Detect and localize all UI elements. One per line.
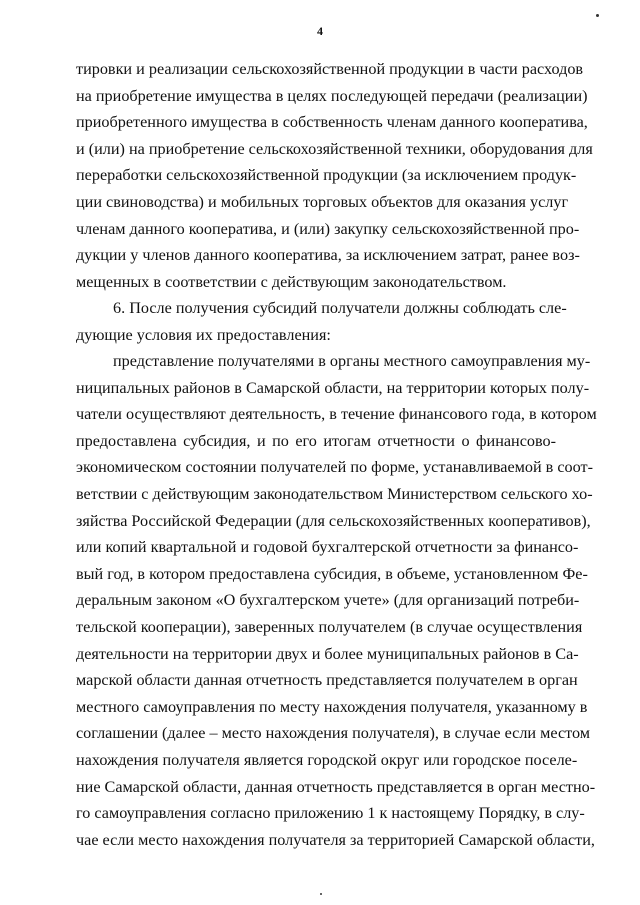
text-line: деральным законом «О бухгалтерском учете» (для организаций потреби- [76, 591, 580, 610]
paragraph-conditions [76, 348, 597, 853]
text-line: местного самоуправления по месту нахождения получателя, указанному в [76, 697, 588, 716]
paragraph-item-6 [76, 295, 567, 348]
text-line: ветствии с действующим законодательством Министерством сельского хо- [76, 484, 593, 503]
text-line: 6. После получения субсидий получатели должны соблюдать сле- [113, 299, 567, 317]
text-line: соглашении (далее – место нахождения получателя), в случае если местом [76, 724, 591, 743]
text-line: и (или) на приобретение сельскохозяйственной техники, оборудования для [76, 139, 593, 158]
text-line: зяйства Российской Федерации (для сельскохозяйственных кооперативов), [76, 511, 591, 530]
text-line: предоставлена субсидия, и по его итогам отчетности о финансово- [76, 431, 556, 450]
paragraph-continuation [76, 56, 593, 295]
text-line: приобретенного имущества в собственность членам данного кооператива, [76, 113, 588, 132]
page-number: 4 [317, 24, 323, 38]
text-line: чае если место нахождения получателя за территорией Самарской области, [76, 830, 595, 849]
text-line: членам данного кооператива, и (или) закупку сельскохозяйственной про- [76, 219, 580, 238]
scan-speck [596, 14, 599, 17]
text-line: ции свиноводства) и мобильных торговых объектов для оказания услуг [76, 192, 569, 211]
text-line: ние Самарской области, данная отчетность представляется в орган местно- [76, 777, 596, 796]
text-line: тировки и реализации сельскохозяйственной продукции в части расходов [76, 60, 584, 78]
text-line: дующие условия их предоставления: [76, 325, 331, 344]
text-line: дукции у членов данного кооператива, за исключением затрат, ранее воз- [76, 246, 580, 265]
text-line: го самоуправления согласно приложению 1 к настоящему Порядку, в слу- [76, 804, 585, 823]
scan-speck [320, 893, 322, 895]
text-line: вый год, в котором предоставлена субсидия, в объеме, установленном Фе- [76, 564, 588, 583]
text-line: переработки сельскохозяйственной продукции (за исключением продук- [76, 166, 577, 185]
text-line: ниципальных районов в Самарской области, на территории которых полу- [76, 378, 590, 397]
text-line: деятельности на территории двух и более муниципальных районов в Са- [76, 644, 579, 663]
text-line: чатели осуществляют деятельность, в течение финансового года, в котором [76, 405, 597, 424]
text-line: марской области данная отчетность представляется получателем в орган [76, 671, 578, 690]
text-line: или копий квартальной и годовой бухгалтерской отчетности за финансо- [76, 538, 579, 557]
text-line: мещенных в соответствии с действующим законодательством. [76, 272, 507, 291]
text-line: представление получателями в органы местного самоуправления му- [113, 352, 591, 370]
text-line: экономическом состоянии получателей по форме, устанавливаемой в соот- [76, 458, 593, 477]
text-line: тельской кооперации), заверенных получателем (в случае осуществления [76, 617, 583, 636]
text-line: на приобретение имущества в целях последующей передачи (реализации) [76, 86, 588, 105]
text-line: нахождения получателя является городской округ или городское поселе- [76, 750, 578, 769]
